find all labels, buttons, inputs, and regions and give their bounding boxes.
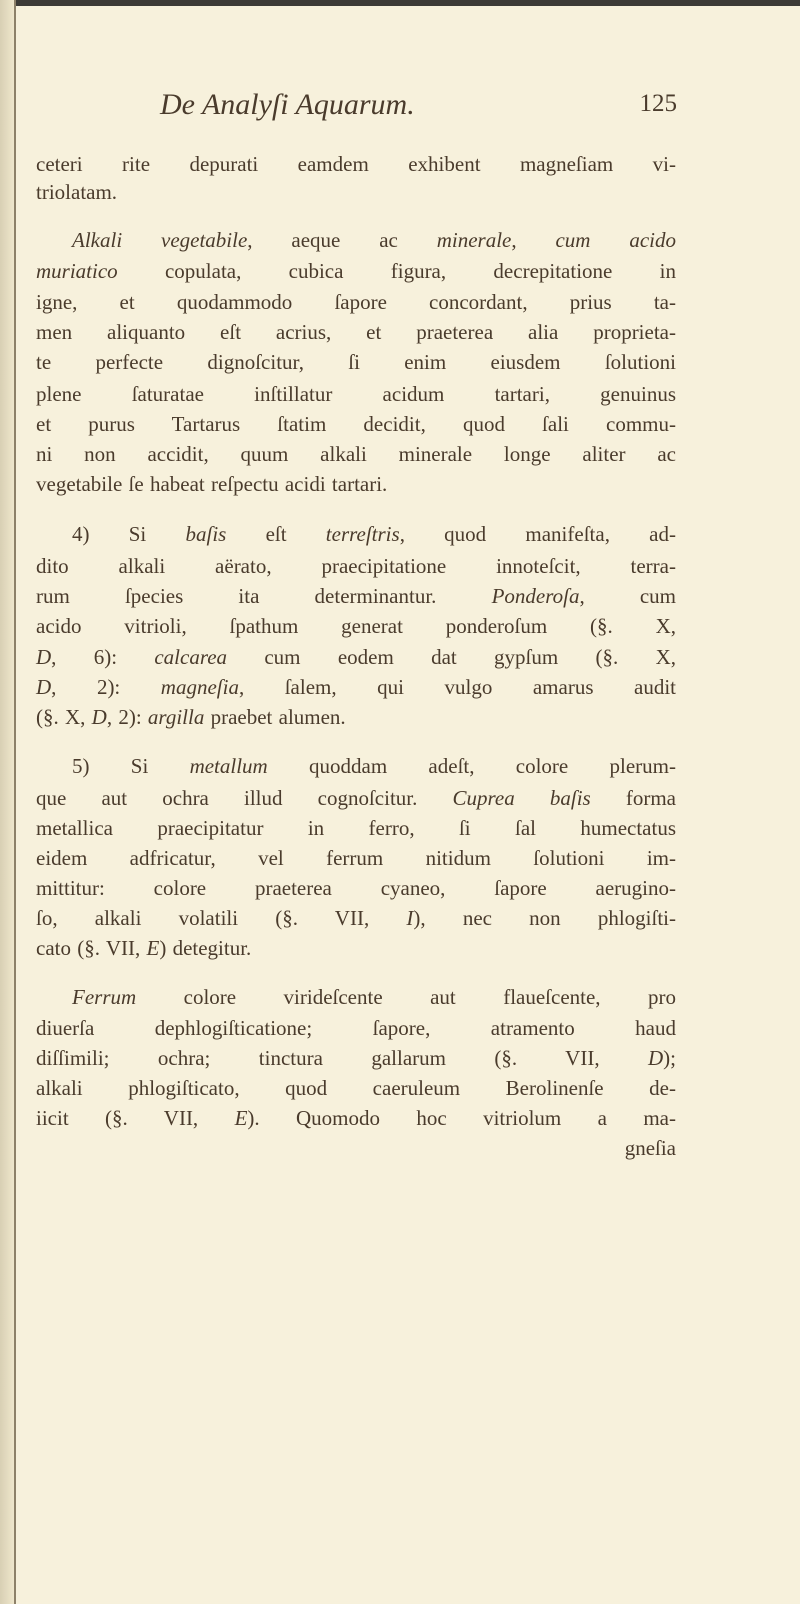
text-line — [36, 844, 676, 872]
text-segment: dito alkali aërato, praecipitatione innoteſcit, terra- — [36, 554, 676, 578]
text-segment: cato (§. VII, — [36, 936, 147, 960]
text-segment: ſo, alkali volatili (§. VII, — [36, 906, 407, 930]
text-line — [36, 582, 676, 610]
text-line — [36, 348, 676, 376]
text-line — [72, 520, 676, 548]
text-segment: (§. X, — [36, 705, 92, 729]
italic-term: baſis — [185, 522, 227, 546]
italic-term: D — [91, 705, 107, 729]
italic-term: cum acido — [555, 228, 676, 252]
text-line — [36, 934, 676, 962]
italic-term: argilla — [147, 705, 205, 729]
text-segment: ), nec non phlogiſti- — [413, 906, 676, 930]
text-segment: , 6): — [51, 645, 155, 669]
text-segment: et purus Tartarus ſtatim decidit, quod ſali commu- — [36, 412, 676, 436]
italic-term: magneſia — [160, 675, 239, 699]
text-segment: rum ſpecies ita determinantur. — [36, 584, 492, 608]
text-segment: ) detegitur. — [159, 936, 252, 960]
italic-term: D — [648, 1046, 664, 1070]
text-line — [36, 380, 676, 408]
text-segment: ); — [663, 1046, 676, 1070]
text-segment: , cum — [579, 584, 676, 608]
italic-term: calcarea — [154, 645, 228, 669]
text-segment: diuerſa dephlogiſticatione; ſapore, atramento haud — [36, 1016, 676, 1040]
text-segment: metallica praecipitatur in ferro, ſi ſal humectatus — [36, 816, 676, 840]
text-line — [72, 226, 676, 254]
text-line — [36, 1074, 676, 1102]
text-segment: triolatam. — [36, 180, 118, 204]
text-segment: 5) Si — [72, 754, 190, 778]
text-line — [36, 1014, 676, 1042]
text-line — [36, 470, 676, 498]
italic-term: D — [36, 675, 52, 699]
text-segment: , — [511, 228, 556, 252]
text-segment: , 2): — [51, 675, 161, 699]
text-segment: plene ſaturatae inſtillatur acidum tartari, genuinus — [36, 382, 676, 406]
text-segment: eſt — [226, 522, 326, 546]
text-segment: , 2): — [106, 705, 148, 729]
text-segment: mittitur: colore praeterea cyaneo, ſapore aerugino- — [36, 876, 676, 900]
text-segment: acido vitrioli, ſpathum generat ponderoſum (§. X, — [36, 614, 676, 638]
text-segment: que aut ochra illud cognoſcitur. — [36, 786, 453, 810]
text-line — [36, 1044, 676, 1072]
text-line — [36, 612, 676, 640]
text-segment: ceteri rite depurati eamdem exhibent magneſiam vi- — [36, 152, 676, 176]
text-segment: iicit (§. VII, — [36, 1106, 235, 1130]
text-line — [36, 440, 676, 468]
text-line — [36, 410, 676, 438]
text-line — [36, 814, 676, 842]
running-title: De Analyſi Aquarum. — [160, 88, 415, 121]
text-line — [36, 703, 676, 731]
text-segment: , quod manifeſta, ad- — [399, 522, 676, 546]
page-number: 125 — [639, 90, 677, 117]
italic-term: Ferrum — [72, 985, 137, 1009]
italic-term: D — [36, 645, 52, 669]
text-line — [72, 983, 676, 1011]
italic-term: muriatico — [36, 259, 118, 283]
italic-term: Cuprea baſis — [452, 786, 591, 810]
italic-term: E — [234, 1106, 248, 1130]
text-segment: igne, et quodammodo ſapore concordant, prius ta- — [36, 290, 676, 314]
text-segment: praebet alumen. — [204, 705, 346, 729]
italic-term: metallum — [189, 754, 268, 778]
text-line — [36, 643, 676, 671]
italic-term: terreſtris — [325, 522, 400, 546]
text-segment: copulata, cubica figura, decrepitatione in — [117, 259, 676, 283]
italic-term: minerale — [436, 228, 512, 252]
text-line — [36, 150, 676, 178]
italic-term: I — [406, 906, 414, 930]
text-segment: gneſia — [624, 1136, 676, 1160]
italic-term: Alkali vegetabile — [72, 228, 248, 252]
gutter-edge-line — [14, 0, 16, 1604]
book-gutter — [0, 0, 14, 1604]
text-line — [36, 1134, 676, 1162]
text-segment: ). Quomodo hoc vitriolum a ma- — [247, 1106, 676, 1130]
italic-term: E — [146, 936, 160, 960]
text-segment: men aliquanto eſt acrius, et praeterea alia proprieta- — [36, 320, 676, 344]
text-segment: te perfecte dignoſcitur, ſi enim eiusdem ſolutioni — [36, 350, 676, 374]
text-segment: , aeque ac — [247, 228, 437, 252]
page-header — [160, 88, 677, 128]
text-line — [36, 178, 676, 206]
text-segment: eidem adfricatur, vel ferrum nitidum ſolutioni im- — [36, 846, 676, 870]
text-line — [36, 874, 676, 902]
scan-top-edge — [0, 0, 800, 6]
text-line — [36, 257, 676, 285]
text-line — [36, 673, 676, 701]
text-segment: diſſimili; ochra; tinctura gallarum (§. VII, — [36, 1046, 648, 1070]
text-segment: alkali phlogiſticato, quod caeruleum Berolinenſe de- — [36, 1076, 676, 1100]
text-segment: ni non accidit, quum alkali minerale longe aliter ac — [36, 442, 676, 466]
text-segment: cum eodem dat gypſum (§. X, — [227, 645, 676, 669]
italic-term: Ponderoſa — [491, 584, 580, 608]
text-line — [36, 288, 676, 316]
text-line — [36, 318, 676, 346]
text-line — [36, 1104, 676, 1132]
text-segment: forma — [590, 786, 676, 810]
text-line — [36, 552, 676, 580]
text-line — [72, 752, 676, 780]
text-line — [36, 784, 676, 812]
text-segment: 4) Si — [72, 522, 186, 546]
text-segment: quoddam adeſt, colore plerum- — [267, 754, 676, 778]
text-segment: , ſalem, qui vulgo amarus audit — [238, 675, 676, 699]
text-segment: colore virideſcente aut flaueſcente, pro — [136, 985, 676, 1009]
text-segment: vegetabile ſe habeat reſpectu acidi tartari. — [36, 472, 388, 496]
text-line — [36, 904, 676, 932]
